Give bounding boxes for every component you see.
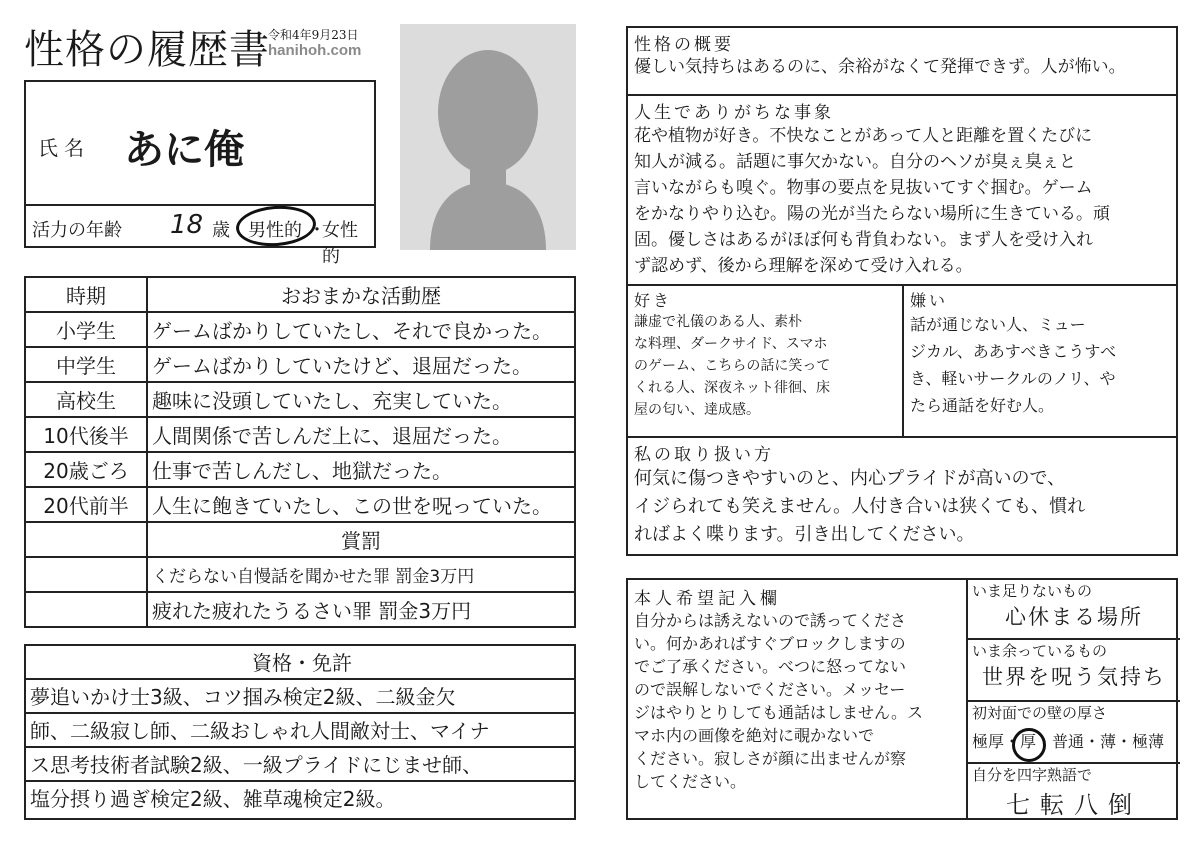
age-label: 活力の年齢 [32,220,122,241]
handling-line: イジられても笑えません。人付き合いは狭くても、慣れ [634,496,1086,517]
table-row [25,417,575,452]
likes-line: のゲーム、こちらの話に笑って [634,358,831,374]
life-events-line: ず認めず、後から理解を深めて受け入れる。 [634,256,973,276]
wish-line: い。何かあればすぐブロックしますの [634,634,906,653]
life-events-line: 固。優しさはあるがほぼ何も背負わない。まず人を受け入れ [634,230,1093,250]
wish-line: でご了承ください。べつに怒ってない [634,657,907,676]
wish-line: 自分からは誘えないので誘ってくださ [634,611,907,630]
life-events-title: 人生でありがちな事象 [634,103,834,123]
gender-male-option: 男性的 [248,220,302,241]
period-cell: 20代前半 [25,487,147,522]
activity-cell: 趣味に没頭していたし、充実していた。 [147,382,575,417]
dislikes-line: き、軽いサークルのノリ、や [910,369,1116,388]
qualification-line: ス思考技術者試験2級、一級プライドにじませ師、 [26,748,574,782]
idiom-title: 自分を四字熟語で [972,766,1093,784]
activity-cell: ゲームばかりしていたけど、退屈だった。 [147,347,575,382]
handling-line: 何気に傷つきやすいのと、内心プライドが高いので、 [634,468,1066,489]
reward-cell: くだらない自慢話を聞かせた罪 罰金3万円 [147,557,575,592]
selected-circle-mark [1012,728,1046,762]
activity-cell: 人生に飽きていたし、この世を呪っていた。 [147,487,575,522]
handling-title: 私の取り扱い方 [634,445,774,465]
surplus-title: いま余っているもの [972,642,1108,660]
reward-cell: 疲れた疲れたうるさい罪 罰金3万円 [147,592,575,627]
activity-cell: 仕事で苦しんだし、地獄だった。 [147,452,575,487]
name-value: あに俺 [124,127,244,173]
qualifications-box [24,644,576,820]
name-box [24,80,376,267]
qualification-line: 夢追いかけ士3級、コツ掴み検定2級、二級金欠 [26,680,574,714]
empty-cell [25,592,147,627]
name-label: 氏名 [38,136,90,160]
rewards-header: 賞罰 [147,522,575,557]
age-value: 18 [170,210,204,240]
life-events-line: 花や植物が好き。不快なことがあって人と距離を置くたびに [634,126,1093,146]
likes-title: 好き [634,291,673,310]
name-row [26,82,374,206]
wish-title: 本人希望記入欄 [634,589,781,609]
life-events-line: 言いながらも嗅ぐ。物事の要点を見抜いてすぐ掴む。ゲーム [634,178,1093,198]
wish-line: ので誤解しないでください。メッセー [634,680,906,699]
likes-line: 屋の匂い、達成感。 [634,402,760,418]
idiom-value: 七転八倒 [1006,791,1142,819]
surplus-value: 世界を呪う気持ち [982,665,1166,689]
likes-section [628,286,904,438]
dislikes-line: 話が通じない人、ミュー [910,315,1086,334]
period-cell: 20歳ごろ [25,452,147,487]
wish-line: ください。寂しさが顔に出ませんが察 [634,749,907,768]
wish-line: ジはやりとりしても通話はしません。ス [634,703,923,722]
wall-options: 極厚・厚・普通・薄・極薄 [972,732,1165,751]
life-events-line: 知人が減る。話題に事欠かない。自分のヘソが臭ぇ臭ぇと [634,152,1076,172]
dislikes-line: ジカル、ああすべきこうすべ [910,342,1117,361]
wall-title: 初対面での壁の厚さ [972,704,1108,722]
site-link[interactable]: hanihoh.com [268,42,362,59]
gender-female-option: 女性的 [322,220,358,267]
activity-cell: ゲームばかりしていたし、それで良かった。 [147,312,575,347]
likes-line: 謙虚で礼儀のある人、素朴 [634,314,802,330]
handling-section [628,438,1176,554]
period-cell: 高校生 [25,382,147,417]
history-table [24,276,576,628]
lacking-value: 心休まる場所 [1005,605,1143,629]
likes-line: な料理、ダークサイド、スマホ [634,336,828,352]
likes-line: くれる人、深夜ネット徘徊、床 [634,380,830,396]
personality-summary-box [626,26,1178,556]
avatar [400,24,576,250]
table-row [25,347,575,382]
period-cell: 小学生 [25,312,147,347]
overview-body: 優しい気持ちはあるのに、余裕がなくて発揮できず。人が怖い。 [634,57,1126,77]
wish-line: してください。 [634,772,747,791]
life-events-line: をかなりやり込む。陽の光が当たらない場所に生きている。頑 [634,204,1110,224]
table-row [25,592,575,627]
wish-box [626,578,1178,820]
gender-separator: ・ [308,220,326,241]
wish-section [628,580,968,818]
empty-cell [25,522,147,557]
period-cell: 10代後半 [25,417,147,452]
qualification-line: 師、二級寂し師、二級おしゃれ人間敵対士、マイナ [26,714,574,748]
wish-line: マホ内の画像を絶対に覗かないで [634,726,875,745]
dislikes-section [904,286,1176,438]
overview-title: 性格の概要 [634,35,734,55]
column-header-activity: おおまかな活動歴 [147,277,575,312]
column-header-period: 時期 [25,277,147,312]
lacking-title: いま足りないもの [972,582,1093,600]
life-events-section [628,96,1176,286]
rewards-header-row [25,522,575,557]
qualification-line: 塩分摂り過ぎ検定2級、雑草魂検定2級。 [30,787,396,811]
qualifications-header: 資格・免許 [26,646,574,680]
empty-cell [25,557,147,592]
lacking-section [968,580,1180,640]
overview-section [628,28,1176,96]
table-row [25,487,575,522]
dislikes-line: たら通話を好む人。 [910,396,1055,415]
activity-cell: 人間関係で苦しんだ上に、退屈だった。 [147,417,575,452]
idiom-section [968,764,1180,818]
handling-line: ればよく喋ります。引き出してください。 [634,524,975,545]
date-text: 令和4年9月23日 [268,28,359,42]
table-row [25,382,575,417]
wall-section [968,702,1180,764]
period-cell: 中学生 [25,347,147,382]
table-row [25,452,575,487]
table-row [25,312,575,347]
dislikes-title: 嫌い [910,291,949,310]
age-unit: 歳 [212,220,230,241]
surplus-section [968,640,1180,702]
table-row [25,557,575,592]
page-title: 性格の履歴書 [24,27,270,73]
table-header-row [25,277,575,312]
person-silhouette-icon [400,24,576,250]
